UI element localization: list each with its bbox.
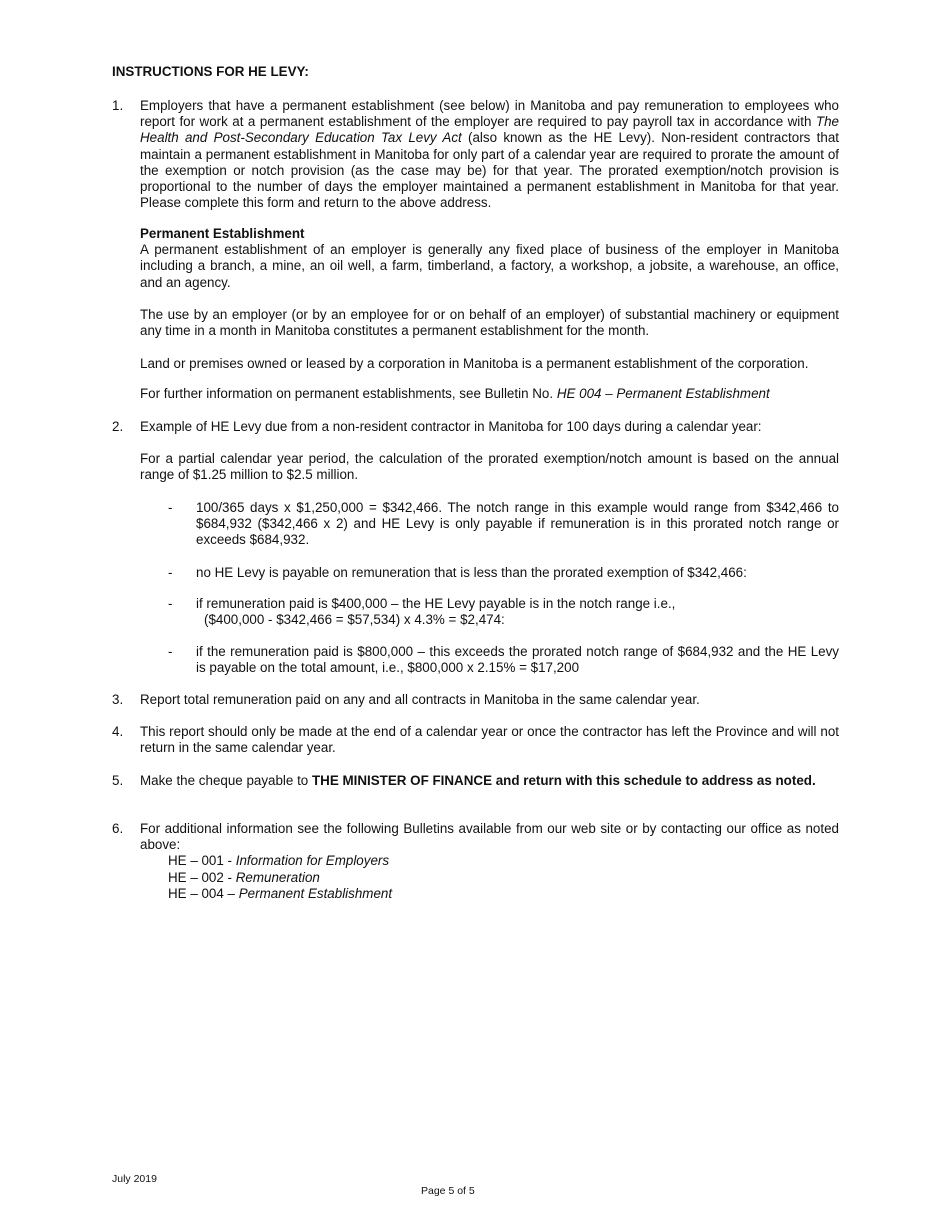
item-number: 2.: [112, 419, 124, 434]
item-number: 5.: [112, 773, 124, 788]
item-number: 4.: [112, 724, 124, 739]
bullet-text: if remuneration paid is $400,000 – the HE Levy payable is in the notch range i.e., ($400,000 - $342,466 = $57,534) x 4.3% = $2,474:: [196, 596, 676, 628]
item-4-text: This report should only be made at the end of a calendar year or once the contractor has left the Province and will not return in the same calendar year.: [140, 724, 839, 756]
pe-paragraph-1: A permanent establishment of an employer is generally any fixed place of business of the employer in Manitoba including a branch, a mine, an oil well, a farm, timberland, a factory, a workshop, a jobsite, a warehouse, an office, and an agency.: [140, 242, 839, 290]
bulletin-reference: HE 004 – Permanent Establishment: [556, 386, 770, 401]
act-name: The Health and Post-Secondary Education Tax Levy Act: [140, 114, 839, 146]
page-number: Page 5 of 5: [421, 1185, 475, 1197]
payee-instruction: THE MINISTER OF FINANCE and return with this schedule to address as noted.: [311, 773, 816, 788]
item-6-text: For additional information see the following Bulletins available from our web site or by contacting our office as noted above:: [140, 821, 839, 853]
item-number: 6.: [112, 821, 124, 836]
bullet-text: 100/365 days x $1,250,000 = $342,466. The notch range in this example would range from $342,466 to $684,932 ($342,466 x 2) and HE Levy is only payable if remuneration is in this prorated notch range or exceeds $684,932.: [196, 500, 839, 548]
item-3-text: Report total remuneration paid on any and all contracts in Manitoba in the same calendar year.: [140, 692, 700, 707]
item-5-text: Make the cheque payable to THE MINISTER OF FINANCE and return with this schedule to address as noted.: [140, 773, 816, 788]
item-number: 1.: [112, 98, 124, 113]
bullet-text: if the remuneration paid is $800,000 – this exceeds the prorated notch range of $684,932 and the HE Levy is payable on the total amount, i.e., $800,000 x 2.15% = $17,200: [196, 644, 839, 676]
bulletin-list: [168, 853, 839, 902]
footer-date: July 2019: [112, 1173, 157, 1185]
page-title: INSTRUCTIONS FOR HE LEVY:: [112, 64, 309, 79]
bulletin-entry: HE – 001 - Information for Employers: [168, 853, 390, 869]
bulletin-entry: HE – 002 - Remuneration: [168, 869, 320, 885]
item-number: 3.: [112, 692, 124, 707]
example-intro: Example of HE Levy due from a non-resident contractor in Manitoba for 100 days during a calendar year:: [140, 419, 762, 434]
pe-paragraph-2: The use by an employer (or by an employee for or on behalf of an employer) of substantial machinery or equipment any time in a month in Manitoba constitutes a permanent establishment for the month.: [140, 307, 839, 339]
pe-paragraph-3: Land or premises owned or leased by a corporation in Manitoba is a permanent establishment of the corporation.: [140, 356, 809, 371]
bullet-text: no HE Levy is payable on remuneration that is less than the prorated exemption of $342,466:: [196, 565, 747, 580]
pe-paragraph-4: For further information on permanent establishments, see Bulletin No. HE 004 – Permanent Establishment: [140, 386, 770, 401]
bulletin-entry: HE – 004 – Permanent Establishment: [168, 885, 393, 901]
item-1-paragraph: Employers that have a permanent establishment (see below) in Manitoba and pay remuneration to employees who report for work at a permanent establishment of the employer are required to pay payroll tax in accordance with The Health and Post-Secondary Education Tax Levy Act (also known as the HE Levy). Non-resident contractors that maintain a permanent establishment in Manitoba for only part of a calendar year are required to prorate the amount of the exemption or notch provision (as the case may be) for that year. The prorated exemption/notch provision is proportional to the number of days the employer maintained a permanent establishment in Manitoba for that year. Please complete this form and return to the above address.: [140, 98, 839, 211]
example-paragraph: For a partial calendar year period, the calculation of the prorated exemption/notch amount is based on the annual range of $1.25 million to $2.5 million.: [140, 451, 839, 483]
permanent-establishment-heading: Permanent Establishment: [140, 226, 305, 241]
